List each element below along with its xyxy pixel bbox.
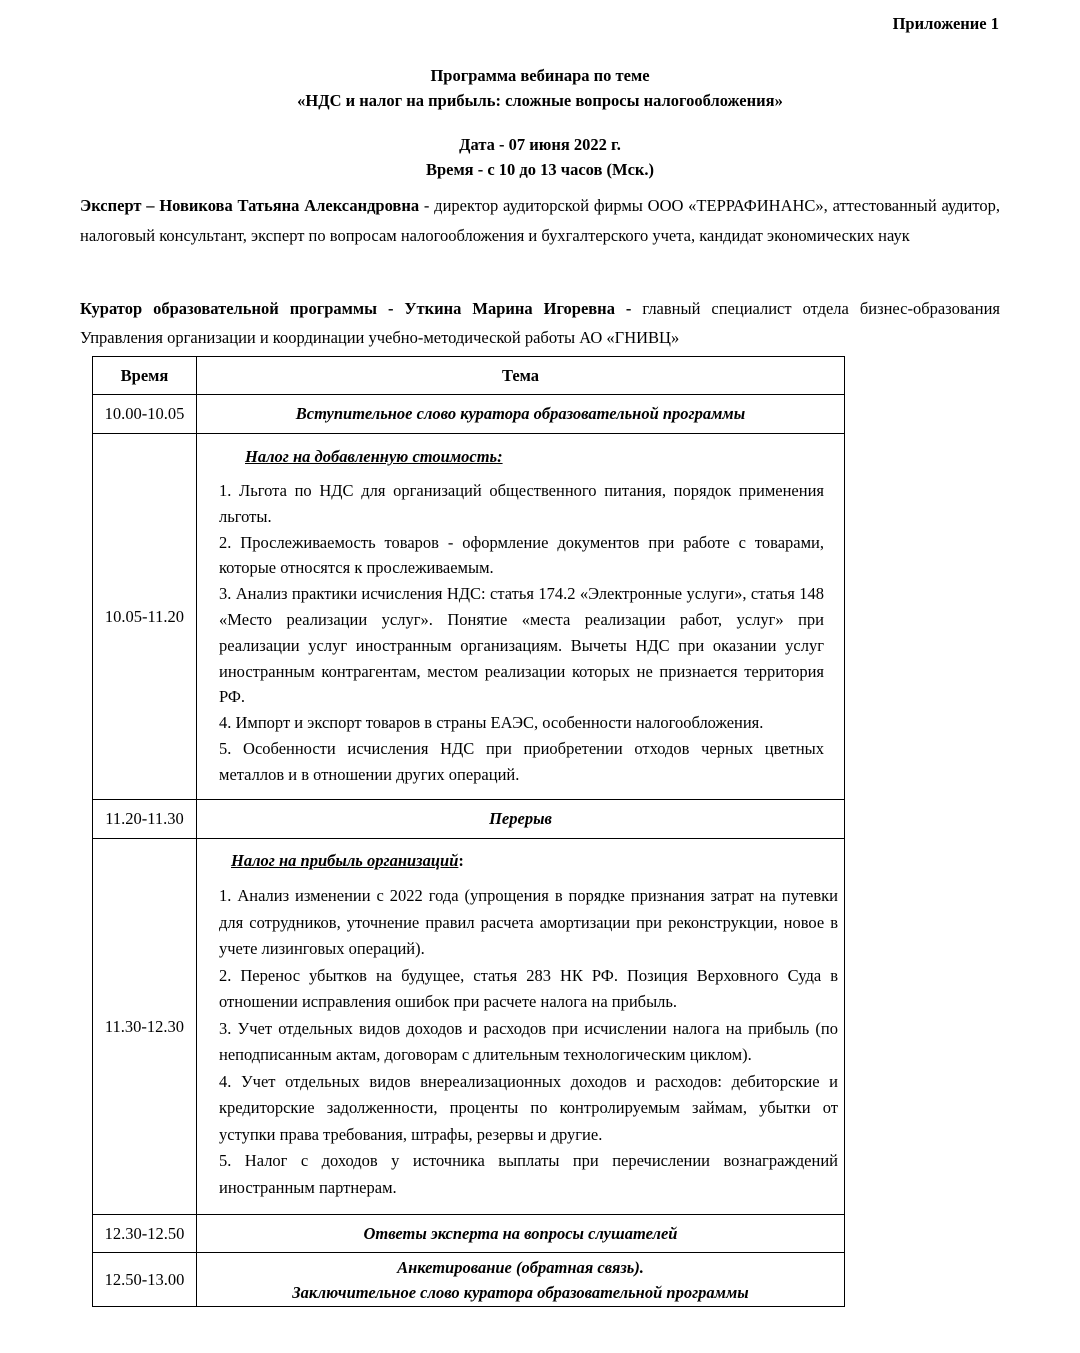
row-time: 10.00-10.05: [93, 395, 197, 434]
table-row: [93, 1253, 845, 1307]
row-topic-line: Заключительное слово куратора образовательной программы: [292, 1282, 749, 1302]
profit-items: [219, 883, 838, 1201]
curator-text: главный специалист отдела бизнес-образования Управления организации и координации учебно-методической работы АО «ГНИВЦ»: [80, 299, 1000, 347]
list-item: 1. Анализ изменении с 2022 года (упрощения в порядке признания затрат на путевки для сотрудников, уточнение правил расчета амортизации при реконструкции, новое в учете лизинговых операций).: [219, 886, 838, 958]
row-topic: Перерыв: [197, 800, 845, 839]
list-item: 5. Особенности исчисления НДС при приобретении отходов черных цветных металлов и в отношении других операций.: [219, 738, 824, 784]
expert-label: Эксперт – Новикова Татьяна Александровна: [80, 196, 420, 215]
row-topic: [197, 1253, 845, 1307]
table-row: [93, 395, 845, 434]
section-title-vat: Налог на добавленную стоимость:: [245, 447, 503, 466]
list-item: 3. Учет отдельных видов доходов и расходов при исчислении налога на прибыль (по неподписанным актам, договорам с длительным технологическим циклом).: [219, 1018, 838, 1064]
list-item: 4. Учет отдельных видов внереализационных доходов и расходов: дебиторские и кредиторские задолженности, проценты по контролируемым займам, убытки от уступки права требования, штрафы, резервы и другие.: [219, 1071, 838, 1144]
program-date: Дата - 07 июня 2022 г.: [459, 135, 621, 154]
row-topic: Ответы эксперта на вопросы слушателей: [197, 1215, 845, 1253]
row-topic-line: Анкетирование (обратная связь).: [397, 1257, 644, 1277]
program-title-line2: «НДС и налог на прибыль: сложные вопросы налогообложения»: [297, 91, 783, 110]
program-title-line1: Программа вебинара по теме: [430, 66, 650, 85]
list-item: 3. Анализ практики исчисления НДС: статья 174.2 «Электронные услуги», статья 148 «Место реализации услуг». Понятие «места реализации работ, услуг» при реализации услуг иностранным организациям. Вычеты НДС при оказании услуг иностранным контрагентам, местом реализации которых не признается территория РФ.: [219, 584, 824, 707]
program-time: Время - с 10 до 13 часов (Мск.): [425, 160, 655, 179]
list-item: 5. Налог с доходов у источника выплаты при перечислении вознаграждений иностранным партнерам.: [219, 1151, 838, 1197]
table-row: [93, 839, 845, 1215]
row-time: 11.20-11.30: [93, 800, 197, 839]
vat-items: [219, 478, 824, 788]
expert-text: - директор аудиторской фирмы ООО «ТЕРРАФИНАНС», аттестованный аудитор, налоговый консультант, эксперт по вопросам налогообложения и бухгалтерского учета, кандидат экономических наук: [80, 196, 1000, 245]
row-topic: Вступительное слово куратора образовательной программы: [197, 395, 845, 434]
expert-paragraph: [80, 191, 1000, 251]
program-table: [92, 356, 845, 1307]
table-row: [93, 434, 845, 800]
table-header-row: [93, 357, 845, 395]
curator-paragraph: [80, 294, 1000, 352]
list-item: 2. Перенос убытков на будущее, статья 283 НК РФ. Позиция Верховного Суда в отношении исправления ошибок при расчете налога на прибыль.: [219, 965, 838, 1011]
row-time: 10.05-11.20: [93, 434, 197, 800]
header-topic: Тема: [197, 357, 845, 395]
list-item: 2. Прослеживаемость товаров - оформление документов при работе с товарами, которые относятся к прослеживаемым.: [219, 532, 824, 578]
section-title-suffix: :: [458, 851, 464, 870]
row-time: 11.30-12.30: [93, 839, 197, 1215]
list-item: 4. Импорт и экспорт товаров в страны ЕАЭС, особенности налогообложения.: [219, 713, 764, 733]
row-topic: [197, 434, 845, 800]
section-title-profit: Налог на прибыль организаций: [231, 851, 459, 870]
row-topic: [197, 839, 845, 1215]
header-time: Время: [93, 357, 197, 395]
row-time: 12.30-12.50: [93, 1215, 197, 1253]
list-item: 1. Льгота по НДС для организаций общественного питания, порядок применения льготы.: [219, 481, 824, 526]
table-row: [93, 1215, 845, 1253]
curator-label: Куратор образовательной программы - Уткина Марина Игоревна -: [80, 299, 632, 318]
row-time: 12.50-13.00: [93, 1253, 197, 1307]
appendix-label: Приложение 1: [892, 14, 999, 33]
table-row: [93, 800, 845, 839]
